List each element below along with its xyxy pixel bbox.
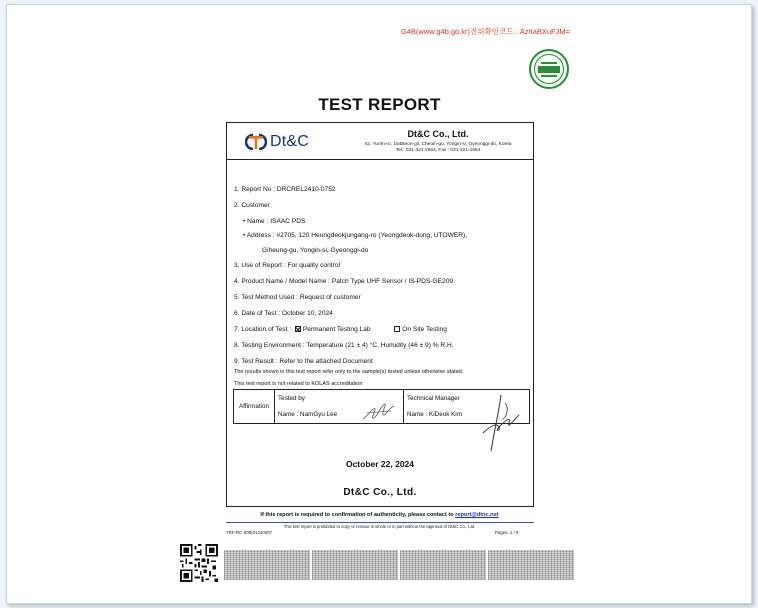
- page-count: Pages: 1 / 9: [495, 530, 519, 535]
- manager-name: Name : KiDeok Kim: [407, 411, 462, 419]
- company-tel: Tel : 031-321-2664, Fax : 031-321-1664: [395, 148, 481, 153]
- date-of-test: 6. Date of Test : October 10, 2024: [234, 310, 333, 317]
- document-page: [173, 14, 574, 582]
- security-pattern-3: [400, 550, 486, 580]
- tester-cell: [275, 407, 404, 424]
- certification-seal: [529, 49, 569, 89]
- company-info: [345, 129, 531, 153]
- tester-signature-icon: [361, 401, 397, 423]
- customer-address-line2: Giheung-gu, Yongin-si, Gyeonggi-do: [262, 247, 369, 254]
- customer-heading: 2. Customer: [234, 202, 270, 209]
- product-name: 4. Product Name / Model Name : Patch Type UHF Sensor / IS-PDS-GE209: [234, 278, 454, 285]
- tested-by-label: Tested by: [275, 390, 404, 407]
- note-results: The results shown in this test report refer only to the sample(s) tested unless otherwise stated.: [234, 369, 464, 375]
- security-pattern-4: [488, 550, 574, 580]
- unchecked-box-icon: [394, 326, 400, 332]
- tester-name: Name : NamGyu Lee: [278, 411, 338, 419]
- testing-environment: 8. Testing Environment : Temperature (21 ± 4) °C, Humidity (46 ± 9) % R.H.: [234, 342, 454, 349]
- footer-divider: [226, 522, 534, 523]
- contact-email-link[interactable]: report@dtnc.net: [455, 512, 499, 518]
- technical-manager-label: Technical Manager: [404, 390, 530, 407]
- use-of-report: 3. Use of Report : For quality control: [234, 262, 340, 269]
- test-method: 5. Test Method Used : Request of customer: [234, 294, 361, 301]
- logo-text: Dt&C: [270, 133, 310, 150]
- location-site: On Site Testing: [402, 326, 447, 333]
- manager-signature-icon: [479, 393, 521, 453]
- location-label: 7. Location of Test :: [234, 326, 292, 333]
- page-title: TEST REPORT: [318, 95, 441, 114]
- copy-prohibition-note: This test report is prohibited to copy or reissue in whole or in part without the approval of Dt&C Co., Ltd.: [283, 524, 476, 529]
- dtc-logo-icon: [245, 133, 267, 151]
- form-number: TRF-RC-008(01240307: [226, 530, 273, 535]
- test-result: 9. Test Result : Refer to the attached Document: [234, 358, 373, 365]
- security-pattern-2: [312, 550, 398, 580]
- location-of-test: [234, 326, 447, 333]
- note-kolas: This test report is not related to KOLAS accreditation: [234, 381, 363, 387]
- verification-code: G4B(www.g4b.go.kr)진위확인코드 : AztIaBXuFJM=: [400, 27, 570, 36]
- checked-box-icon: [295, 326, 301, 332]
- issue-date: October 22, 2024: [345, 459, 415, 469]
- company-address: 42, Yurim-ro, 154Beon-gil, Cheoin-gu, Yongin-si, Gyeonggi-do, Korea: [364, 142, 512, 147]
- authenticity-note: [173, 512, 586, 518]
- report-box: [226, 122, 534, 507]
- company-logo: [245, 133, 309, 151]
- report-header: [227, 123, 533, 160]
- company-name: Dt&C Co., Ltd.: [407, 129, 469, 139]
- qr-code-icon: [180, 544, 218, 582]
- company-footer-name: Dt&C Co., Ltd.: [343, 487, 417, 498]
- customer-name: • Name : ISAAC PDS: [243, 218, 306, 225]
- customer-address-line1: • Address : #2705, 120 Heungdeokjungang-ro (Yeongdeok-dong, UTOWER),: [243, 232, 468, 239]
- report-no: 1. Report No : DRCREL2410-0752: [234, 186, 336, 193]
- authenticity-text: If this report is required to confirmation of authenticity, please contact to: [260, 512, 456, 518]
- security-pattern-1: [224, 550, 310, 580]
- location-lab: Permanent Testing Lab: [302, 326, 371, 333]
- affirmation-label: Affirmation: [234, 390, 275, 424]
